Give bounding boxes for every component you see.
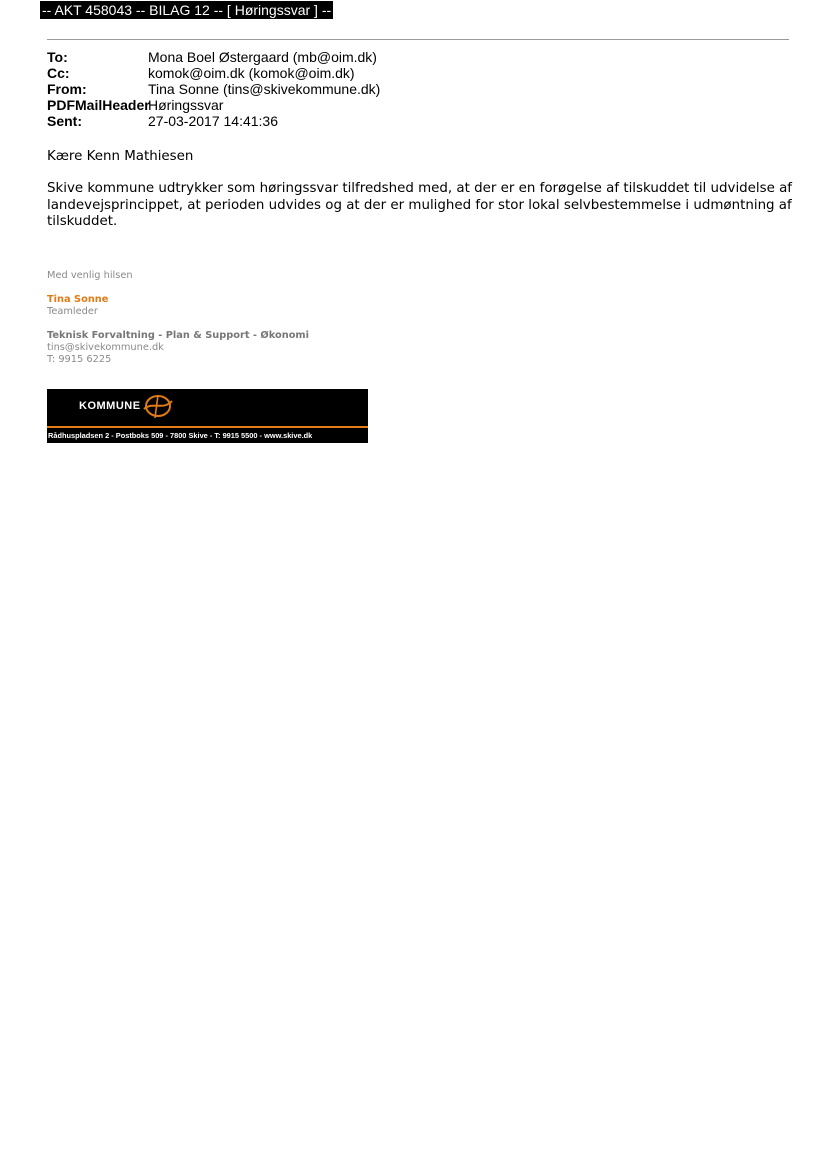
cc-row [47,65,380,81]
sent-label: Sent: [47,113,82,129]
sent-row [47,113,380,129]
signature-title: Teamleder [47,306,98,317]
subject-row [47,97,380,113]
to-row [47,49,380,65]
from-row [47,81,380,97]
header-divider [47,39,789,40]
subject-label: PDFMailHeader [47,97,150,113]
to-value: Mona Boel Østergaard (mb@oim.dk) [148,49,377,65]
greeting: Kære Kenn Mathiesen [47,149,194,164]
skive-kommune-logo [47,389,368,443]
signature-phone: T: 9915 6225 [47,354,112,365]
sent-value: 27-03-2017 14:41:36 [148,113,278,129]
email-header [47,49,380,129]
closing: Med venlig hilsen [47,270,133,281]
from-label: From: [47,81,87,97]
logo-text: KOMMUNE [79,400,141,412]
signature-name: Tina Sonne [47,294,109,305]
from-value: Tina Sonne (tins@skivekommune.dk) [148,81,381,97]
subject-value: Høringssvar [148,97,224,113]
kommune-emblem-icon [141,391,175,421]
document-banner: -- AKT 458043 -- BILAG 12 -- [ Høringssvar ] -- [42,2,332,18]
to-label: To: [47,49,68,65]
signature-department: Teknisk Forvaltning - Plan & Support - Økonomi [47,330,309,341]
cc-label: Cc: [47,65,70,81]
body-paragraph: Skive kommune udtrykker som høringssvar tilfredshed med, at der er en forøgelse af tilskuddet til udvidelse af landevejsprincippet, at perioden udvides og at der er mulighed for stor lokal selvbestemmelse i udmøntning af tilskuddet. [47,181,793,229]
logo-accent-line [47,426,368,428]
cc-value: komok@oim.dk (komok@oim.dk) [148,65,355,81]
signature-email[interactable]: tins@skivekommune.dk [47,342,164,353]
logo-footer: Rådhuspladsen 2 - Postboks 509 - 7800 Skive - T: 9915 5500 - www.skive.dk [48,431,313,440]
